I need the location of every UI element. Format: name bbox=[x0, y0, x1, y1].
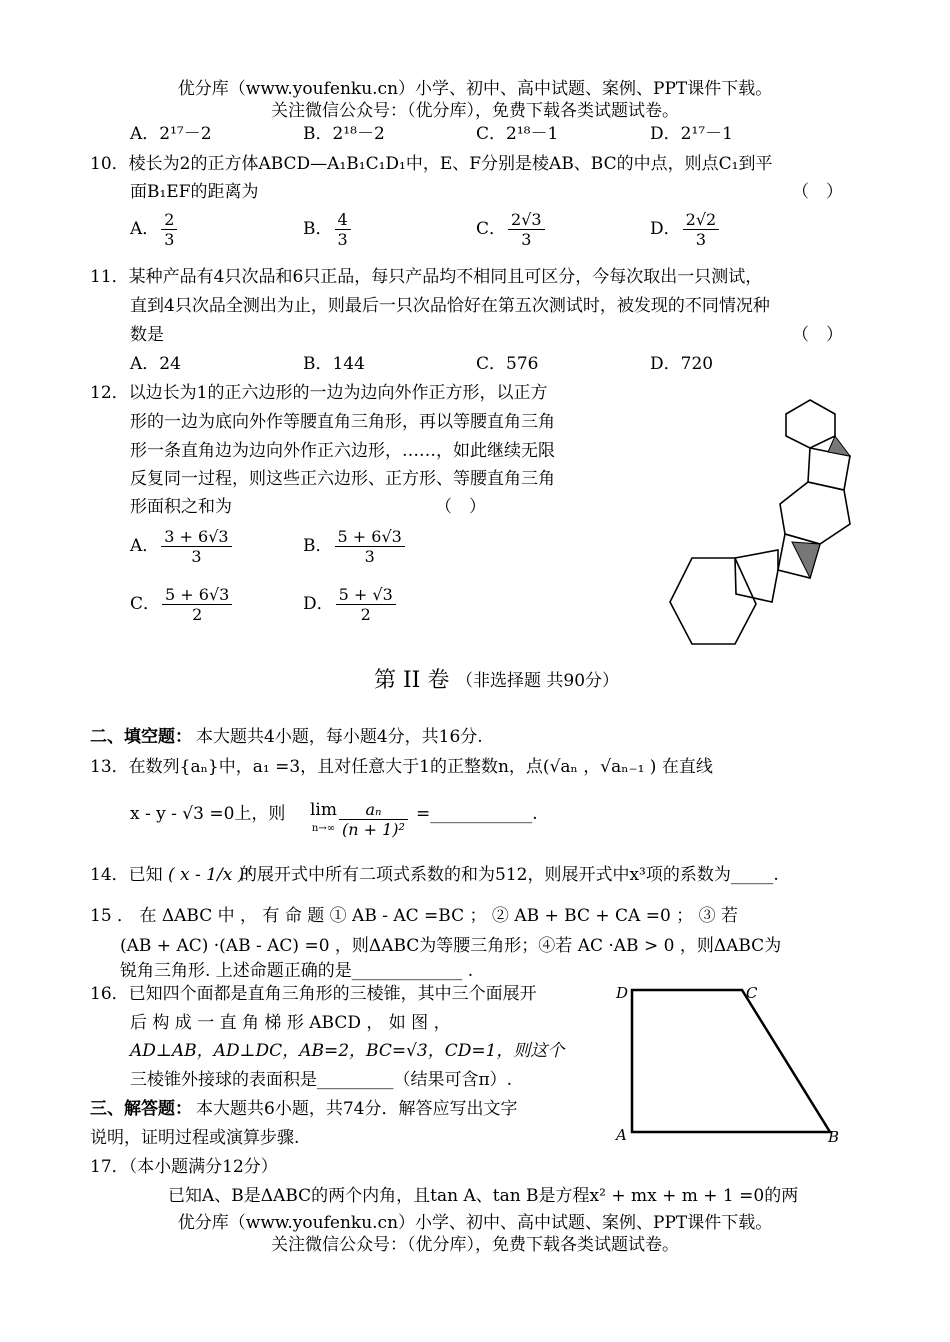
label-c: C bbox=[746, 984, 758, 1002]
fill-in-heading: 二、填空题： bbox=[90, 727, 192, 747]
q12-option-a-label: A． bbox=[130, 536, 160, 556]
q15-text-line-1: 15 ． 在 ΔABC 中 ， 有 命 题 ① AB - AC =BC ； ② AB + BC + CA =0 ； ③ 若 bbox=[90, 906, 738, 926]
q17-title: 17．（本小题满分12分） bbox=[90, 1157, 278, 1177]
q10-answer-paren: （ ） bbox=[792, 182, 843, 202]
q15-text-line-2: (AB + AC) ·(AB - AC) =0 ，则ΔABC为等腰三角形；④若 AC ·AB > 0 ，则ΔABC为 bbox=[120, 936, 782, 956]
label-b: B bbox=[828, 1128, 840, 1146]
q10-option-c-den: 3 bbox=[521, 230, 532, 249]
q13-lim-subscript: n→∞ bbox=[311, 823, 336, 834]
figure-large-hexagon bbox=[670, 558, 756, 644]
q10-option-a-num: 2 bbox=[161, 210, 177, 230]
q12-option-d-num: 5 + √3 bbox=[336, 585, 396, 605]
q12-option-d-label: D． bbox=[303, 594, 334, 614]
q12-option-b-num: 5 + 6√3 bbox=[335, 527, 405, 547]
q14-text-post: 的展开式中所有二项式系数的和为512，则展开式中x³项的系数为_____. bbox=[240, 865, 779, 885]
header-line-2: 关注微信公众号：（优分库），免费下载各类试题试卷。 bbox=[271, 101, 679, 121]
q9-option-d: D．2¹⁷－1 bbox=[650, 124, 733, 144]
q10-option-d-num: 2√2 bbox=[683, 210, 720, 230]
q12-option-a bbox=[130, 527, 234, 566]
q16-text-line-4: 三棱锥外接球的表面积是_________（结果可含π）. bbox=[130, 1070, 513, 1090]
q12-hexagon-chain-figure bbox=[660, 392, 860, 652]
q11-answer-paren: （ ） bbox=[792, 325, 843, 345]
q10-option-c-label: C． bbox=[476, 219, 507, 239]
q10-text-line-1: 10．棱长为2的正方体ABCD—A₁B₁C₁D₁中，E、F分别是棱AB、BC的中点，则点C₁到平 bbox=[90, 154, 773, 174]
q12-option-b bbox=[303, 527, 407, 566]
footer-line-2: 关注微信公众号：（优分库），免费下载各类试题试卷。 bbox=[271, 1235, 679, 1255]
q16-text-line-3: AD⊥AB，AD⊥DC，AB=2，BC=√3，CD=1，则这个 bbox=[130, 1041, 565, 1061]
q12-text-line-2: 形的一边为底向外作等腰直角三角形，再以等腰直角三角 bbox=[130, 412, 555, 432]
q10-option-c-num: 2√3 bbox=[508, 210, 545, 230]
figure-shaded-triangle-bottom bbox=[792, 542, 820, 578]
answer-heading-rest: 本大题共6小题，共74分．解答应写出文字 bbox=[196, 1099, 518, 1119]
q17-text-line-1: 已知A、B是ΔABC的两个内角，且tan A、tan B是方程x² + mx + m + 1 =0的两 bbox=[168, 1186, 799, 1206]
q10-option-b-num: 4 bbox=[335, 210, 351, 230]
q10-option-a bbox=[130, 210, 179, 249]
trapezoid-shape bbox=[632, 990, 830, 1132]
answer-heading-line-2: 说明，证明过程或演算步骤. bbox=[90, 1128, 300, 1148]
header-line-1: 优分库（www.youfenku.cn）小学、初中、高中试题、案例、PPT课件下载。 bbox=[177, 79, 773, 99]
q12-option-c bbox=[130, 585, 234, 624]
q10-option-b bbox=[303, 210, 353, 249]
q12-option-d-den: 2 bbox=[360, 605, 371, 624]
q16-trapezoid-figure bbox=[612, 980, 852, 1150]
q13-answer-blank: =____________. bbox=[416, 804, 538, 824]
q9-option-c: C．2¹⁸－1 bbox=[476, 124, 559, 144]
q11-text-line-3: 数是 bbox=[130, 325, 164, 345]
q12-option-a-num: 3 + 6√3 bbox=[161, 527, 231, 547]
q13-lim-denominator: (n + 1)² bbox=[342, 820, 405, 839]
q11-text-line-2: 直到4只次品全测出为止，则最后一只次品恰好在第五次测试时，被发现的不同情况种 bbox=[130, 296, 770, 316]
q10-option-b-label: B． bbox=[303, 219, 333, 239]
figure-large-square bbox=[735, 550, 778, 602]
q10-option-a-den: 3 bbox=[164, 230, 175, 249]
figure-shaded-triangle-top bbox=[828, 436, 850, 456]
fill-in-heading-rest: 本大题共4小题，每小题4分，共16分. bbox=[196, 727, 483, 747]
q14-binomial: ( x - 1/x )ⁿ bbox=[168, 865, 252, 885]
q9-option-b: B．2¹⁸－2 bbox=[303, 124, 385, 144]
section-2-title: 第 II 卷 bbox=[374, 668, 450, 693]
q15-text-line-3: 锐角三角形. 上述命题正确的是_____________ . bbox=[120, 961, 474, 981]
figure-medium-hexagon bbox=[780, 482, 850, 544]
q11-option-a: A．24 bbox=[130, 354, 181, 374]
q12-option-c-label: C． bbox=[130, 594, 161, 614]
q14-text-pre: 14．已知 bbox=[90, 865, 163, 885]
q16-text-line-1: 16．已知四个面都是直角三角形的三棱锥，其中三个面展开 bbox=[90, 984, 537, 1004]
q12-answer-paren: （ ） bbox=[435, 497, 486, 517]
label-d: D bbox=[616, 984, 629, 1002]
q10-option-d-den: 3 bbox=[695, 230, 707, 249]
figure-small-hexagon bbox=[786, 400, 835, 448]
answer-heading: 三、解答题： bbox=[90, 1099, 192, 1119]
q12-text-line-5: 形面积之和为 bbox=[130, 497, 232, 517]
q12-text-line-4: 反复同一过程，则这些正六边形、正方形、等腰直角三角 bbox=[130, 469, 555, 489]
footer-line-1: 优分库（www.youfenku.cn）小学、初中、高中试题、案例、PPT课件下载。 bbox=[177, 1213, 773, 1233]
q10-option-a-label: A． bbox=[130, 219, 160, 239]
q11-option-d: D．720 bbox=[650, 354, 714, 374]
q13-limit bbox=[310, 800, 410, 839]
q10-text-line-2: 面B₁EF的距离为 bbox=[130, 182, 259, 202]
q10-option-c bbox=[476, 210, 547, 249]
q12-text-line-3: 形一条直角边为边向外作正六边形，……，如此继续无限 bbox=[130, 441, 555, 461]
q11-option-c: C．576 bbox=[476, 354, 539, 374]
q13-text-line-1: 13．在数列{aₙ}中，a₁ =3，且对任意大于1的正整数n，点(√aₙ ，√aₙ₋₁ ) 在直线 bbox=[90, 757, 713, 777]
q13-lim-numerator: aₙ bbox=[339, 800, 408, 820]
q12-option-b-label: B． bbox=[303, 536, 333, 556]
q10-option-d bbox=[650, 210, 721, 249]
q12-option-c-den: 2 bbox=[192, 605, 203, 624]
q10-option-b-den: 3 bbox=[337, 230, 348, 249]
q13-text-line-2a: x - y - √3 =0上，则 bbox=[130, 804, 286, 824]
q13-lim-word: lim bbox=[310, 800, 337, 820]
q12-option-c-num: 5 + 6√3 bbox=[162, 585, 232, 605]
q11-text-line-1: 11．某种产品有4只次品和6只正品，每只产品均不相同且可区分，今每次取出一只测试， bbox=[90, 267, 763, 287]
label-a: A bbox=[616, 1126, 627, 1144]
q12-text-line-1: 12．以边长为1的正六边形的一边为边向外作正方形，以正方 bbox=[90, 383, 548, 403]
q12-option-b-den: 3 bbox=[364, 547, 375, 566]
section-2-subtitle: （非选择题 共90分） bbox=[456, 671, 620, 691]
q11-option-b: B．144 bbox=[303, 354, 365, 374]
q16-text-line-2: 后 构 成 一 直 角 梯 形 ABCD ， 如 图 ， bbox=[130, 1013, 451, 1033]
q12-option-a-den: 3 bbox=[191, 547, 202, 566]
q9-option-a: A．2¹⁷－2 bbox=[130, 124, 212, 144]
q10-option-d-label: D． bbox=[650, 219, 681, 239]
q12-option-d bbox=[303, 585, 398, 624]
